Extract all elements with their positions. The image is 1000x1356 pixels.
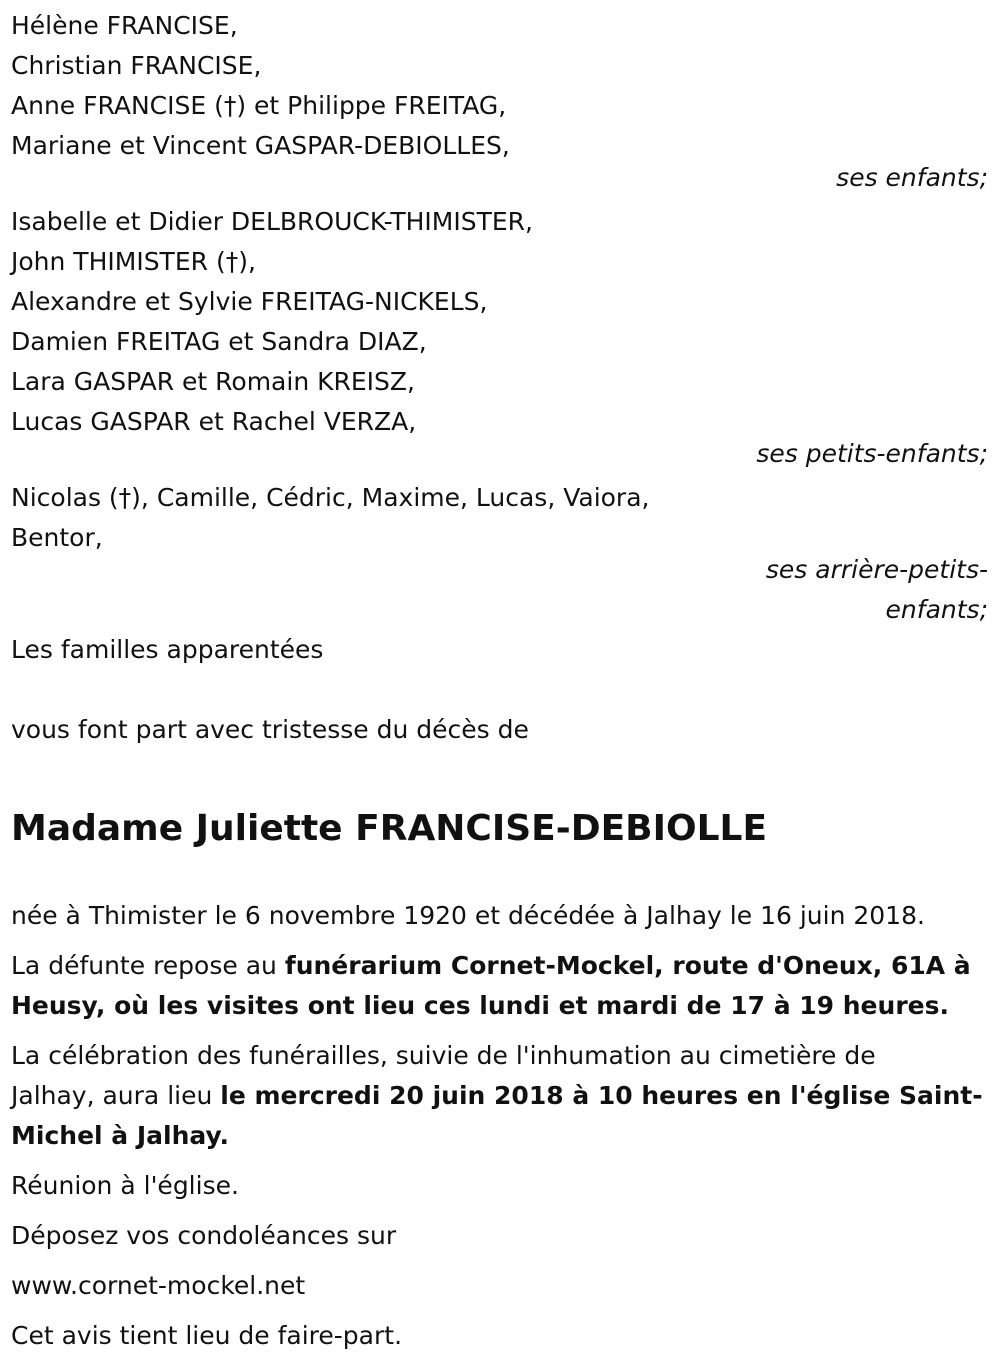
repose-prefix: La défunte repose au xyxy=(11,951,285,980)
children-list xyxy=(11,6,990,166)
birth-death-line: née à Thimister le 6 novembre 1920 et décédée à Jalhay le 16 juin 2018. xyxy=(11,901,925,930)
grandchildren-relation: ses petits-enfants; xyxy=(756,439,988,468)
condolences-line: Déposez vos condoléances sur xyxy=(11,1221,397,1250)
grandchild-entry: John THIMISTER (†), xyxy=(11,247,256,276)
grandchildren-list xyxy=(11,202,990,442)
notice-line: Cet avis tient lieu de faire-part. xyxy=(11,1321,403,1350)
grandchild-entry: Lucas GASPAR et Rachel VERZA, xyxy=(11,407,417,436)
child-entry: Hélène FRANCISE, xyxy=(11,11,238,40)
great-grandchild-entry: Bentor, xyxy=(11,523,103,552)
grandchild-entry: Damien FREITAG et Sandra DIAZ, xyxy=(11,327,427,356)
ceremony-datetime: le mercredi 20 juin 2018 à 10 heures en l'église Saint- xyxy=(220,1081,983,1110)
families-line: Les familles apparentées xyxy=(11,635,324,664)
website-link[interactable]: www.cornet-mockel.net xyxy=(11,1271,306,1300)
child-entry: Mariane et Vincent GASPAR-DEBIOLLES, xyxy=(11,131,510,160)
reunion-line: Réunion à l'église. xyxy=(11,1171,239,1200)
ceremony-intro: La célébration des funérailles, suivie de l'inhumation au cimetière de xyxy=(11,1041,876,1070)
great-grandchild-entry: Nicolas (†), Camille, Cédric, Maxime, Lucas, Vaiora, xyxy=(11,483,650,512)
child-entry: Christian FRANCISE, xyxy=(11,51,262,80)
great-grandchildren-relation-cont: enfants; xyxy=(885,595,988,624)
repose-paragraph xyxy=(11,946,990,1026)
children-relation: ses enfants; xyxy=(836,163,988,192)
great-grandchildren-list xyxy=(11,478,990,558)
grandchild-entry: Lara GASPAR et Romain KREISZ, xyxy=(11,367,415,396)
deceased-name: Madame Juliette FRANCISE-DEBIOLLE xyxy=(11,808,768,849)
ceremony-prefix: Jalhay, aura lieu xyxy=(11,1081,221,1110)
announcement-line: vous font part avec tristesse du décès de xyxy=(11,715,529,744)
repose-location: funérarium Cornet-Mockel, route d'Oneux, 61A à xyxy=(284,951,971,980)
ceremony-paragraph xyxy=(11,1036,990,1156)
ceremony-place: Michel à Jalhay. xyxy=(11,1121,230,1150)
grandchild-entry: Alexandre et Sylvie FREITAG-NICKELS, xyxy=(11,287,488,316)
child-entry: Anne FRANCISE (†) et Philippe FREITAG, xyxy=(11,91,507,120)
repose-visits: Heusy, où les visites ont lieu ces lundi et mardi de 17 à 19 heures. xyxy=(11,991,949,1020)
grandchild-entry: Isabelle et Didier DELBROUCK-THIMISTER, xyxy=(11,207,533,236)
great-grandchildren-relation: ses arrière-petits- xyxy=(765,555,988,584)
